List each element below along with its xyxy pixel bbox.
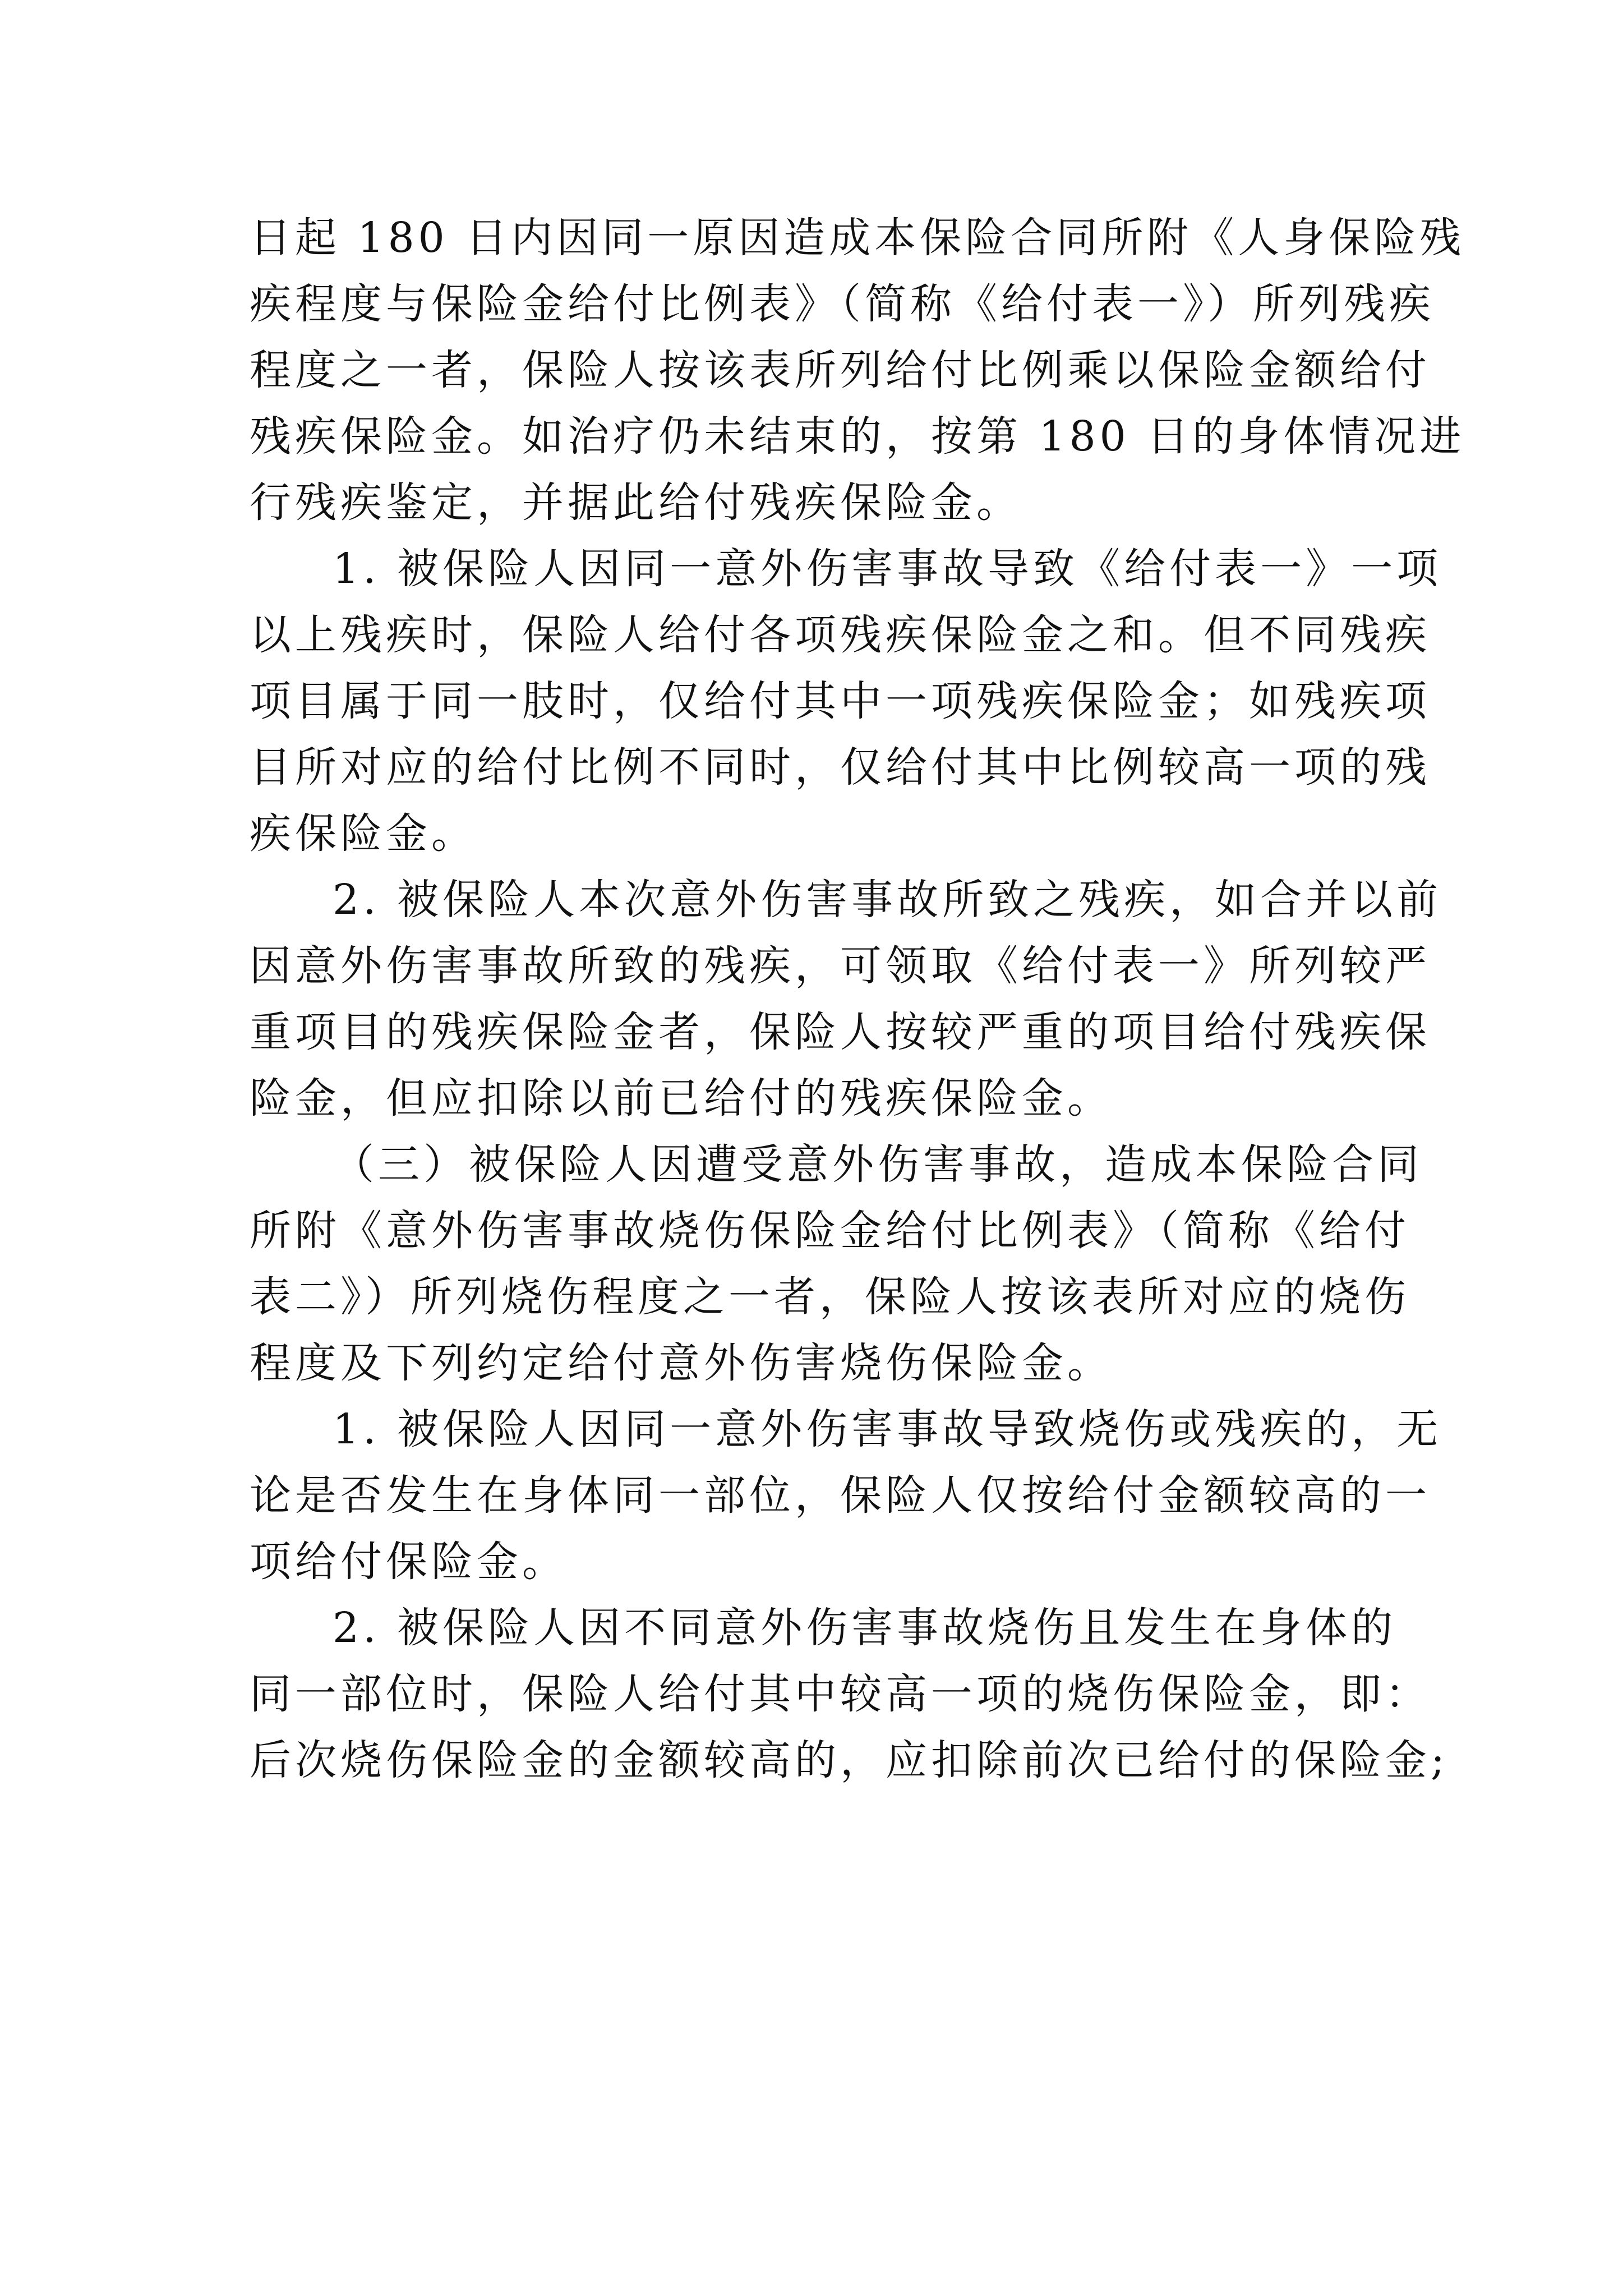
document-body: [250, 205, 1465, 1793]
text-line: 表二》）所列烧伤程度之一者，保险人按该表所对应的烧伤: [250, 1273, 1410, 1321]
text-line: 项给付保险金。: [250, 1538, 568, 1586]
text-line: 1. 被保险人因同一意外伤害事故导致烧伤或残疾的，无: [333, 1405, 1442, 1453]
text-line: 疾保险金。: [250, 809, 477, 858]
text-line: 程度之一者，保险人按该表所列给付比例乘以保险金额给付: [250, 346, 1431, 394]
text-line: 重项目的残疾保险金者，保险人按较严重的项目给付残疾保: [250, 1008, 1431, 1056]
text-line: 论是否发生在身体同一部位，保险人仅按给付金额较高的一: [250, 1471, 1431, 1520]
text-line: 同一部位时，保险人给付其中较高一项的烧伤保险金，即：: [250, 1670, 1431, 1718]
text-line: 后次烧伤保险金的金额较高的，应扣除前次已给付的保险金;: [250, 1736, 1449, 1784]
text-line: 项目属于同一肢时，仅给付其中一项残疾保险金；如残疾项: [250, 677, 1431, 725]
text-line: 以上残疾时，保险人给付各项残疾保险金之和。但不同残疾: [250, 611, 1431, 659]
text-line: 疾程度与保险金给付比例表》（简称《给付表一》）所列残疾: [250, 280, 1435, 328]
text-line: 日起 180 日内因同一原因造成本保险合同所附《人身保险残: [250, 214, 1465, 262]
text-line: （三）被保险人因遭受意外伤害事故，造成本保险合同: [333, 1140, 1423, 1189]
text-line: 1. 被保险人因同一意外伤害事故导致《给付表一》一项: [333, 545, 1442, 593]
text-line: 所附《意外伤害事故烧伤保险金给付比例表》（简称《给付: [250, 1207, 1410, 1255]
text-line: 残疾保险金。如治疗仍未结束的，按第 180 日的身体情况进: [250, 412, 1465, 461]
text-line: 因意外伤害事故所致的残疾，可领取《给付表一》所列较严: [250, 942, 1431, 990]
text-line: 行残疾鉴定，并据此给付残疾保险金。: [250, 478, 1022, 527]
text-line: 目所对应的给付比例不同时，仅给付其中比例较高一项的残: [250, 743, 1431, 792]
text-line: 险金，但应扣除以前已给付的残疾保险金。: [250, 1074, 1113, 1122]
text-line: 2. 被保险人本次意外伤害事故所致之残疾，如合并以前: [333, 876, 1442, 924]
text-line: 2. 被保险人因不同意外伤害事故烧伤且发生在身体的: [333, 1604, 1397, 1652]
text-line: 程度及下列约定给付意外伤害烧伤保险金。: [250, 1339, 1113, 1387]
